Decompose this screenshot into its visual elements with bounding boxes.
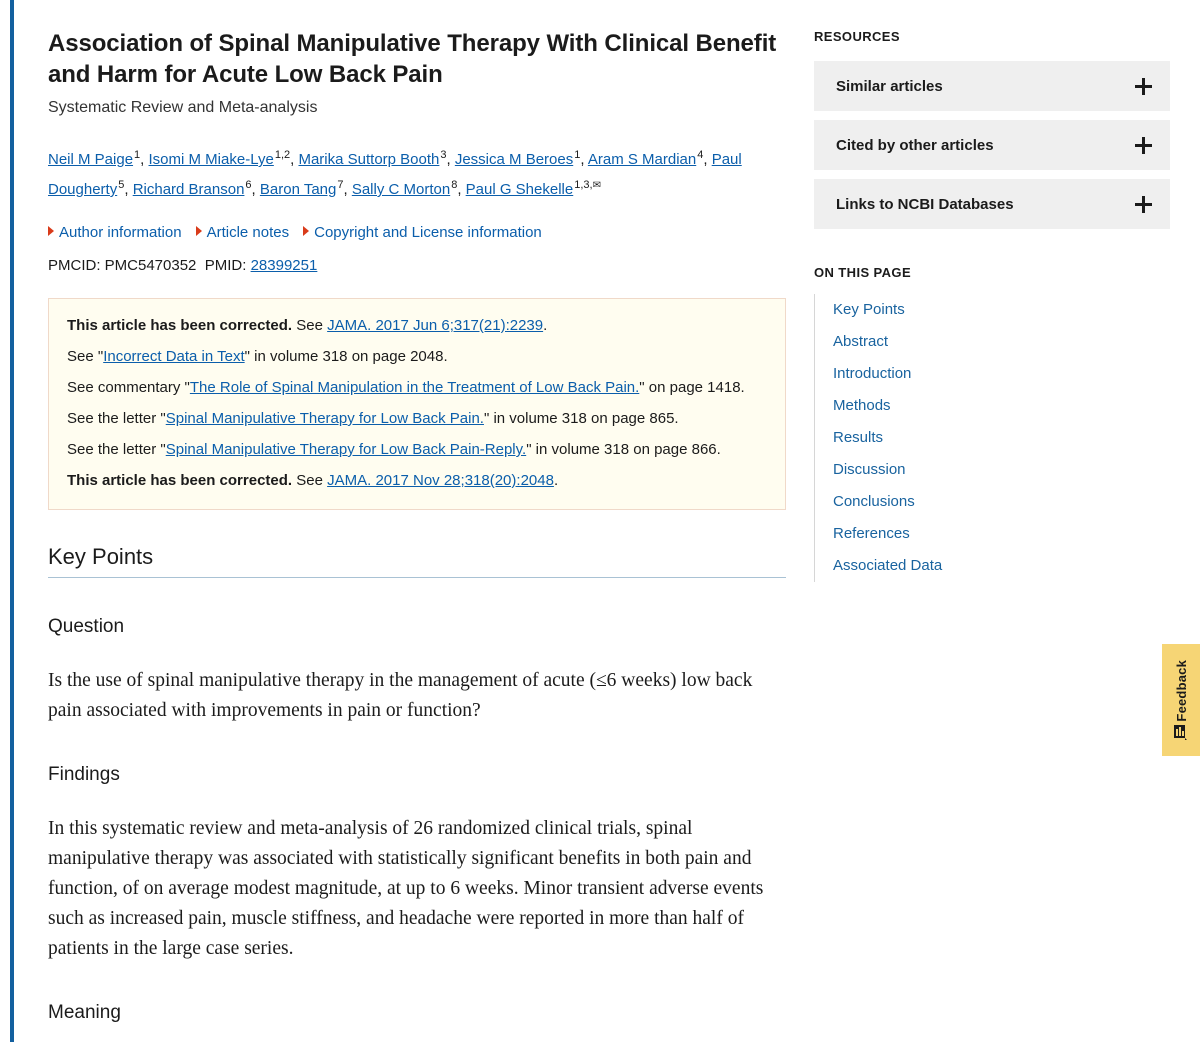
resources-accordion-item[interactable] (814, 179, 1170, 229)
article-main-column (48, 0, 786, 1043)
toc-link[interactable]: Introduction (833, 365, 912, 382)
author-link[interactable]: Baron Tang (259, 181, 337, 198)
author-link[interactable]: Sally C Morton (351, 181, 451, 198)
toc-link[interactable]: Discussion (833, 461, 906, 478)
meta-toggle-label: Copyright and License information (314, 224, 542, 241)
author-link[interactable]: Paul Dougherty (48, 151, 742, 198)
correction-notice-box (48, 298, 786, 510)
author-link[interactable]: Neil M Paige (48, 151, 134, 168)
author-link[interactable]: Paul G Shekelle (465, 181, 574, 198)
toc-link[interactable]: Methods (833, 397, 891, 414)
page-title: Association of Spinal Manipulative Therapy With Clinical Benefit and Harm for Acute Low Back Pain (48, 30, 777, 88)
on-this-page-heading: ON THIS PAGE (814, 265, 912, 280)
pmcid-label: PMCID: PMC5470352 (48, 257, 197, 274)
author-affiliation-marker: 7 (337, 179, 344, 191)
article-meta-links (48, 223, 786, 243)
resources-heading: RESOURCES (814, 29, 900, 44)
key-points-heading: Key Points (48, 544, 786, 578)
resources-accordion-label: Links to NCBI Databases (836, 195, 1014, 213)
pmid-label: PMID: (204, 257, 247, 274)
triangle-right-icon (196, 226, 202, 236)
correction-notice-emphasis: This article has been corrected. (67, 317, 293, 334)
author-affiliation-marker: 5 (118, 179, 125, 191)
feedback-label: Feedback (1173, 659, 1189, 722)
author-link[interactable]: Isomi M Miake-Lye (148, 151, 274, 168)
author-link[interactable]: Aram S Mardian (587, 151, 697, 168)
correction-notice-link[interactable]: JAMA. 2017 Jun 6;317(21):2239 (327, 317, 544, 334)
correction-notice-link[interactable]: The Role of Spinal Manipulation in the Treatment of Low Back Pain. (189, 379, 640, 396)
resources-accordion-label: Cited by other articles (836, 136, 994, 154)
author-link[interactable]: Marika Suttorp Booth (298, 151, 440, 168)
plus-icon[interactable] (1135, 78, 1152, 95)
correction-notice-line: This article has been corrected. See JAMA. 2017 Nov 28;318(20):2048. (67, 472, 559, 489)
correction-notice-line: This article has been corrected. See JAMA. 2017 Jun 6;317(21):2239. (67, 317, 548, 334)
toc-link[interactable]: Key Points (833, 301, 905, 318)
correction-notice-line: See the letter "Spinal Manipulative Therapy for Low Back Pain-Reply." in volume 318 on page 866. (67, 441, 721, 458)
pmid-link[interactable]: 28399251 (250, 257, 318, 274)
resources-accordion-item[interactable] (814, 61, 1170, 111)
author-affiliation-marker: 3 (440, 149, 447, 161)
author-affiliation-marker: 8 (451, 179, 458, 191)
author-affiliation-marker: 1,3,✉ (574, 179, 601, 191)
resources-accordion-list (814, 61, 1170, 229)
meta-toggle-link[interactable] (303, 224, 542, 241)
key-points-meaning-heading: Meaning (48, 1002, 121, 1023)
on-this-page-nav (814, 294, 1170, 582)
key-points-question-text: Is the use of spinal manipulative therapy in the management of acute (≤6 weeks) low back pain associated with improvements in pain or function? (48, 670, 753, 721)
triangle-right-icon (48, 226, 54, 236)
key-points-question-heading: Question (48, 616, 125, 637)
corresponding-author-envelope-icon: ✉ (592, 180, 601, 191)
key-points-findings-heading: Findings (48, 764, 120, 785)
feedback-tab[interactable] (1162, 644, 1200, 756)
meta-toggle-label: Article notes (206, 224, 290, 241)
resources-accordion-item[interactable] (814, 120, 1170, 170)
author-affiliation-marker: 1,2 (274, 149, 291, 161)
author-list: Neil M Paige$^1$, Isomi M Miake-Lye$^{1,2}$, Marika Suttorp Booth$^3$, Jessica M Beroes$^1$, Aram S Mardian$^4$, Paul Dougherty$^5$, Richard Branson$^6$, Baron Tang$^7$, Sally C Morton$^8$, Paul G Shekelle$^{1,3,✉}$ (48, 149, 742, 198)
author-affiliation-marker: 4 (697, 149, 704, 161)
meta-toggle-link[interactable] (48, 224, 182, 241)
meta-toggle-label: Author information (59, 224, 182, 241)
article-subtitle: Systematic Review and Meta-analysis (48, 99, 318, 116)
correction-notice-link[interactable]: JAMA. 2017 Nov 28;318(20):2048 (327, 472, 554, 489)
correction-notice-emphasis: This article has been corrected. (67, 472, 293, 489)
plus-icon[interactable] (1135, 137, 1152, 154)
author-link[interactable]: Jessica M Beroes (454, 151, 574, 168)
meta-toggle-link[interactable] (196, 224, 290, 241)
author-affiliation-marker: 1 (134, 149, 141, 161)
right-sidebar (814, 0, 1170, 582)
correction-notice-link[interactable]: Spinal Manipulative Therapy for Low Back Pain. (165, 410, 484, 427)
triangle-right-icon (303, 226, 309, 236)
author-affiliation-marker: 1 (574, 149, 581, 161)
toc-link[interactable]: Associated Data (833, 557, 943, 574)
plus-icon[interactable] (1135, 196, 1152, 213)
correction-notice-line: See commentary "The Role of Spinal Manipulation in the Treatment of Low Back Pain." on page 1418. (67, 379, 745, 396)
page-left-accent-rule (10, 0, 14, 1042)
author-affiliation-marker: 6 (245, 179, 252, 191)
key-points-findings-text: In this systematic review and meta-analysis of 26 randomized clinical trials, spinal manipulative therapy was associated with statistically significant benefits in both pain and function, of on average modest magnitude, at up to 6 weeks. Minor transient adverse events such as increased pain, muscle stiffness, and headache were reported in more than half of patients in the large case series. (48, 818, 764, 959)
chart-bar-icon (1174, 725, 1188, 740)
correction-notice-link[interactable]: Spinal Manipulative Therapy for Low Back Pain-Reply. (165, 441, 527, 458)
toc-link[interactable]: Abstract (833, 333, 889, 350)
toc-link[interactable]: Results (833, 429, 884, 446)
toc-link[interactable]: Conclusions (833, 493, 915, 510)
correction-notice-link[interactable]: Incorrect Data in Text (103, 348, 245, 365)
correction-notice-line: See "Incorrect Data in Text" in volume 318 on page 2048. (67, 348, 448, 365)
toc-link[interactable]: References (833, 525, 910, 542)
correction-notice-line: See the letter "Spinal Manipulative Therapy for Low Back Pain." in volume 318 on page 865. (67, 410, 679, 427)
author-link[interactable]: Richard Branson (132, 181, 245, 198)
article-identifiers (48, 256, 786, 276)
resources-accordion-label: Similar articles (836, 77, 943, 95)
